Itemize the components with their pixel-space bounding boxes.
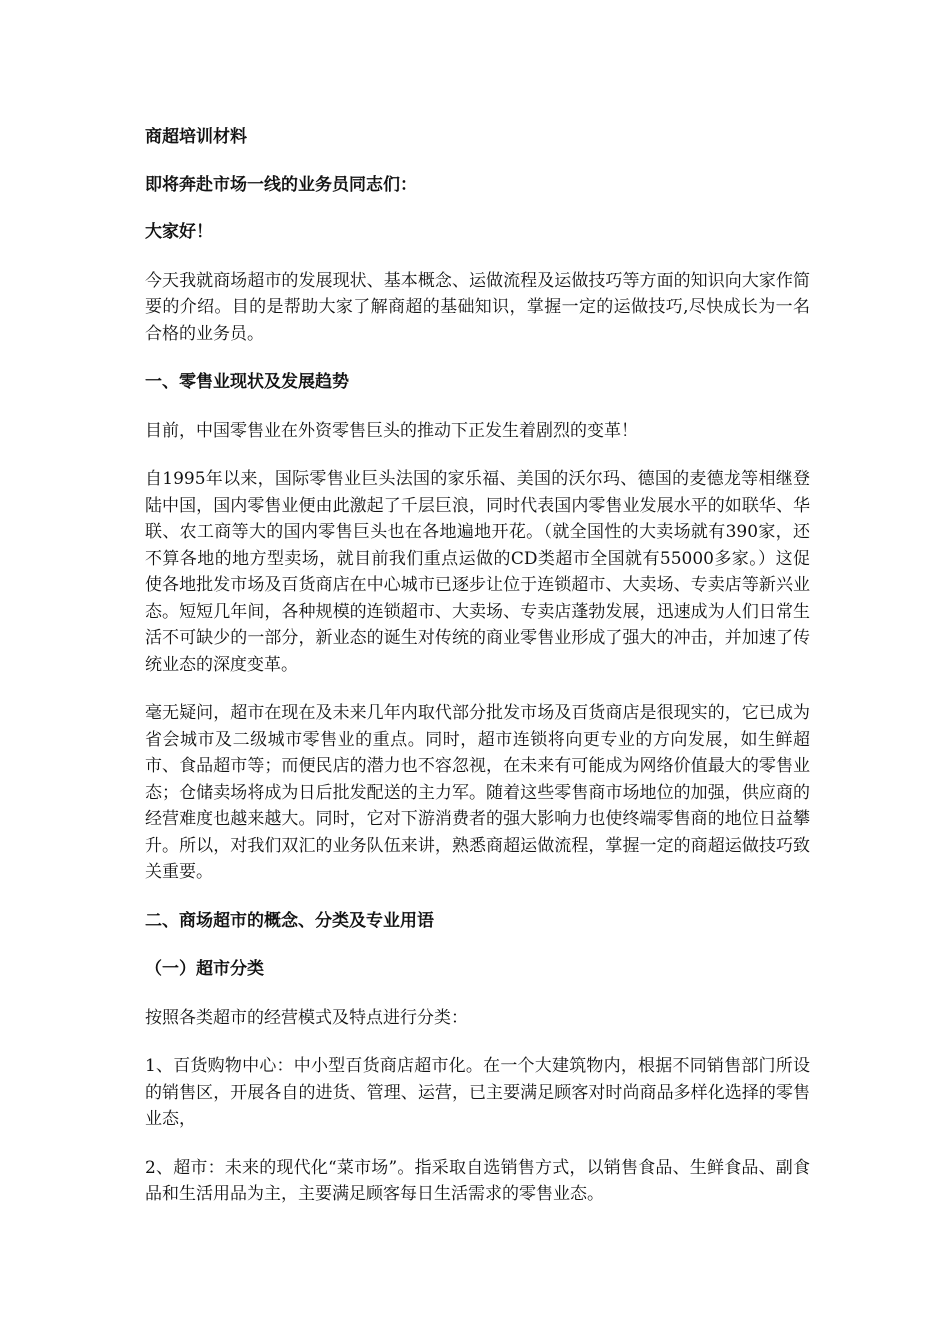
intro-paragraph: 今天我就商场超市的发展现状、基本概念、运做流程及运做技巧等方面的知识向大家作简要的介绍。目的是帮助大家了解商超的基础知识，掌握一定的运做技巧,尽快成长为一名合格的业务员。 — [145, 270, 810, 344]
document-page — [145, 124, 810, 1208]
salutation: 即将奔赴市场一线的业务员同志们： — [145, 174, 417, 195]
greeting: 大家好！ — [145, 222, 213, 242]
section-1-paragraph-1: 目前，中国零售业在外资零售巨头的推动下正发生着剧烈的变革！ — [145, 420, 638, 441]
section-2-subheading: （一）超市分类 — [145, 959, 264, 979]
list-item-1: 1、百货购物中心：中小型百货商店超市化。在一个大建筑物内，根据不同销售部门所设的销售区，开展各自的进货、管理、运营，已主要满足顾客对时尚商品多样化选择的零售业态， — [145, 1056, 810, 1129]
section-1-heading: 一、零售业现状及发展趋势 — [145, 372, 349, 392]
section-2-paragraph-1: 按照各类超市的经营模式及特点进行分类： — [145, 1007, 468, 1028]
section-2-heading: 二、商场超市的概念、分类及专业用语 — [145, 910, 434, 931]
section-1-paragraph-3: 毫无疑问，超市在现在及未来几年内取代部分批发市场及百货商店是很现实的，它已成为省会城市及二级城市零售业的重点。同时，超市连锁将向更专业的方向发展，如生鲜超市、食品超市等；而便民店的潜力也不容忽视，在未来有可能成为网络价值最大的零售业态；仓储卖场将成为日后批发配送的主力军。随着这些零售商市场地位的加强，供应商的经营难度也越来越大。同时，它对下游消费者的强大影响力也使终端零售商的地位日益攀升。所以，对我们双汇的业务队伍来讲，熟悉商超运做流程，掌握一定的商超运做技巧致关重要。 — [145, 703, 810, 882]
list-item-2: 2、超市：未来的现代化“菜市场”。指采取自选销售方式，以销售食品、生鲜食品、副食品和生活用品为主，主要满足顾客每日生活需求的零售业态。 — [145, 1157, 810, 1204]
section-1-paragraph-2: 自1995年以来，国际零售业巨头法国的家乐福、美国的沃尔玛、德国的麦德龙等相继登陆中国，国内零售业便由此激起了千层巨浪，同时代表国内零售业发展水平的如联华、华联、农工商等大的国内零售巨头也在各地遍地开花。（就全国性的大卖场就有390家，还不算各地的地方型卖场，就目前我们重点运做的CD类超市全国就有55000多家。）这促使各地批发市场及百货商店在中心城市已逐步让位于连锁超市、大卖场、专卖店等新兴业态。短短几年间，各种规模的连锁超市、大卖场、专卖店蓬勃发展，迅速成为人们日常生活不可缺少的一部分，新业态的诞生对传统的商业零售业形成了强大的冲击，并加速了传统业态的深度变革。 — [145, 469, 810, 675]
document-title: 商超培训材料 — [145, 127, 247, 147]
